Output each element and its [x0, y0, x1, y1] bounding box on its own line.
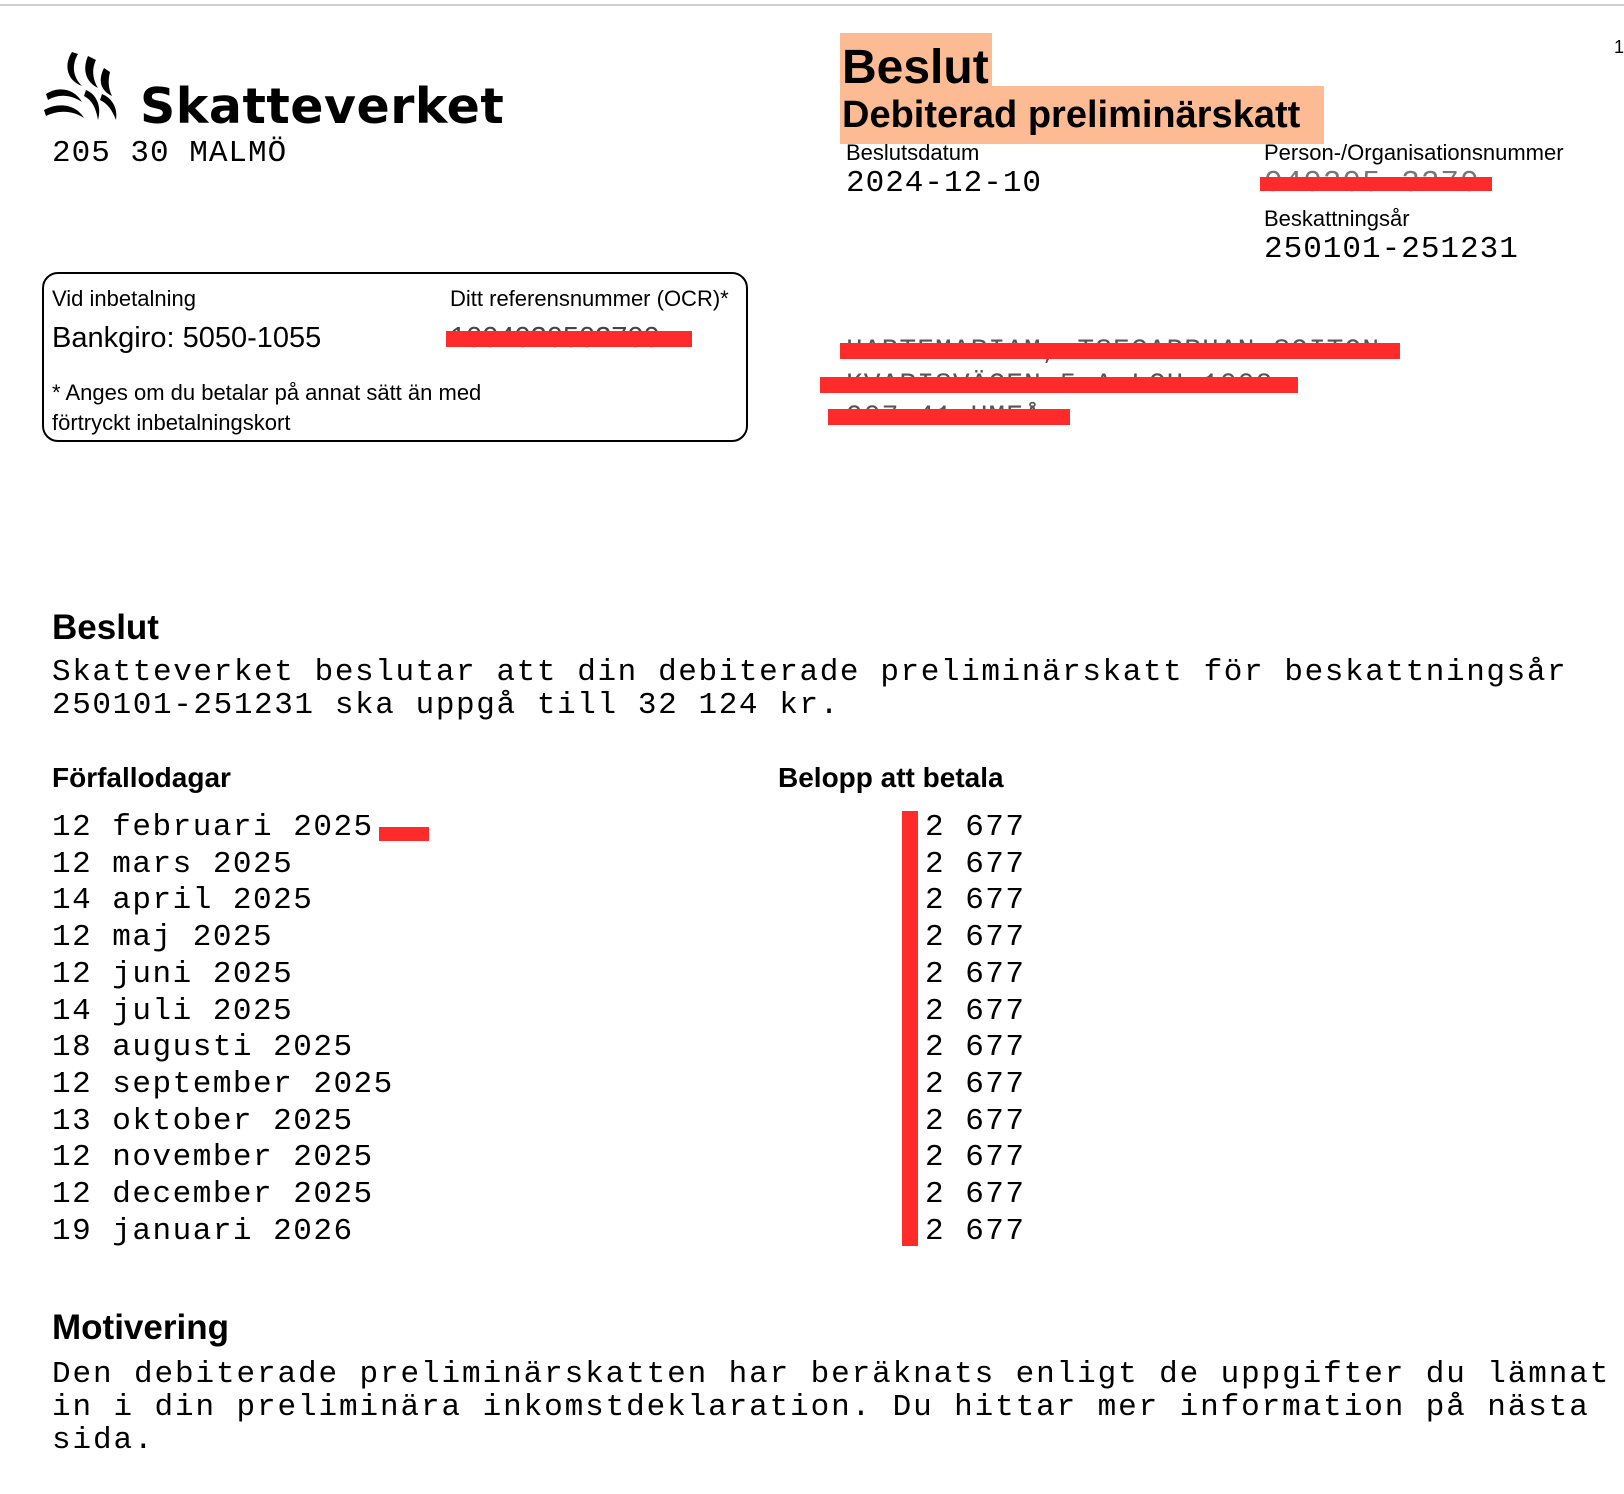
top-divider	[0, 4, 1624, 6]
ocr-label: Ditt referensnummer (OCR)*	[450, 286, 729, 311]
recipient-street-redaction	[820, 377, 1298, 393]
due-amount: 2 677	[925, 883, 1026, 918]
recipient-name-redaction	[840, 343, 1400, 359]
due-amount: 2 677	[925, 847, 1026, 882]
due-date: 14 april 2025	[52, 883, 314, 918]
recipient-postal-redaction	[828, 409, 1070, 425]
due-amount: 2 677	[925, 1067, 1026, 1102]
due-dates-header: Förfallodagar	[52, 762, 231, 793]
decision-date-label: Beslutsdatum	[846, 140, 980, 165]
due-amount: 2 677	[925, 1214, 1026, 1249]
amount-column-redaction	[902, 811, 918, 1246]
due-date: 12 december 2025	[52, 1177, 374, 1212]
due-amount: 2 677	[925, 810, 1026, 845]
id-number-label: Person-/Organisationsnummer	[1264, 140, 1564, 165]
bankgiro-number: Bankgiro: 5050-1055	[52, 322, 322, 354]
payment-info-box	[42, 272, 748, 442]
document-title: Beslut	[842, 41, 989, 94]
due-date: 12 september 2025	[52, 1067, 394, 1102]
decision-date: 2024-12-10	[846, 166, 1043, 201]
tax-year: 250101-251231	[1264, 232, 1519, 267]
footnote-line-1: * Anges om du betalar på annat sätt än med	[52, 380, 482, 405]
due-date: 13 oktober 2025	[52, 1104, 354, 1139]
due-amount: 2 677	[925, 1030, 1026, 1065]
due-amount: 2 677	[925, 1104, 1026, 1139]
due-amount: 2 677	[925, 994, 1026, 1029]
due-date: 14 juli 2025	[52, 994, 294, 1029]
due-amount: 2 677	[925, 920, 1026, 955]
decision-text: Skatteverket beslutar att din debiterade preliminärskatt för beskattningsår 250101-251231 ska uppgå till 32 124 kr.	[52, 655, 1568, 723]
due-date: 19 januari 2026	[52, 1214, 354, 1249]
motivation-heading: Motivering	[52, 1308, 229, 1347]
due-date: 12 juni 2025	[52, 957, 294, 992]
skatteverket-logo-icon	[42, 50, 122, 122]
when-paying-label: Vid inbetalning	[52, 286, 196, 311]
document-subtitle: Debiterad preliminärskatt	[842, 94, 1301, 136]
amount-header: Belopp att betala	[778, 762, 1004, 793]
due-date: 18 augusti 2025	[52, 1030, 354, 1065]
due-amount: 2 677	[925, 957, 1026, 992]
page-corner-mark: 1	[1614, 37, 1624, 57]
footnote-line-2: förtryckt inbetalningskort	[52, 410, 291, 435]
due-date: 12 maj 2025	[52, 920, 274, 955]
id-number-redaction	[1260, 177, 1492, 191]
agency-name: Skatteverket	[140, 78, 505, 135]
due-date: 12 november 2025	[52, 1140, 374, 1175]
due-amount: 2 677	[925, 1177, 1026, 1212]
skatteverket-logo	[42, 46, 505, 135]
decision-heading: Beslut	[52, 608, 159, 647]
due-date: 12 mars 2025	[52, 847, 294, 882]
due-amount: 2 677	[925, 1140, 1026, 1175]
agency-city: 205 30 MALMÖ	[52, 136, 288, 171]
ocr-redaction	[446, 331, 692, 347]
tax-year-label: Beskattningsår	[1264, 206, 1410, 231]
motivation-text: Den debiterade preliminärskatten har beräknats enligt de uppgifter du lämnat in i din preliminära inkomstdeklaration. Du hittar mer information på nästa sida.	[52, 1357, 1611, 1458]
due-date: 12 februari 2025	[52, 810, 374, 845]
first-row-redaction	[379, 827, 429, 841]
